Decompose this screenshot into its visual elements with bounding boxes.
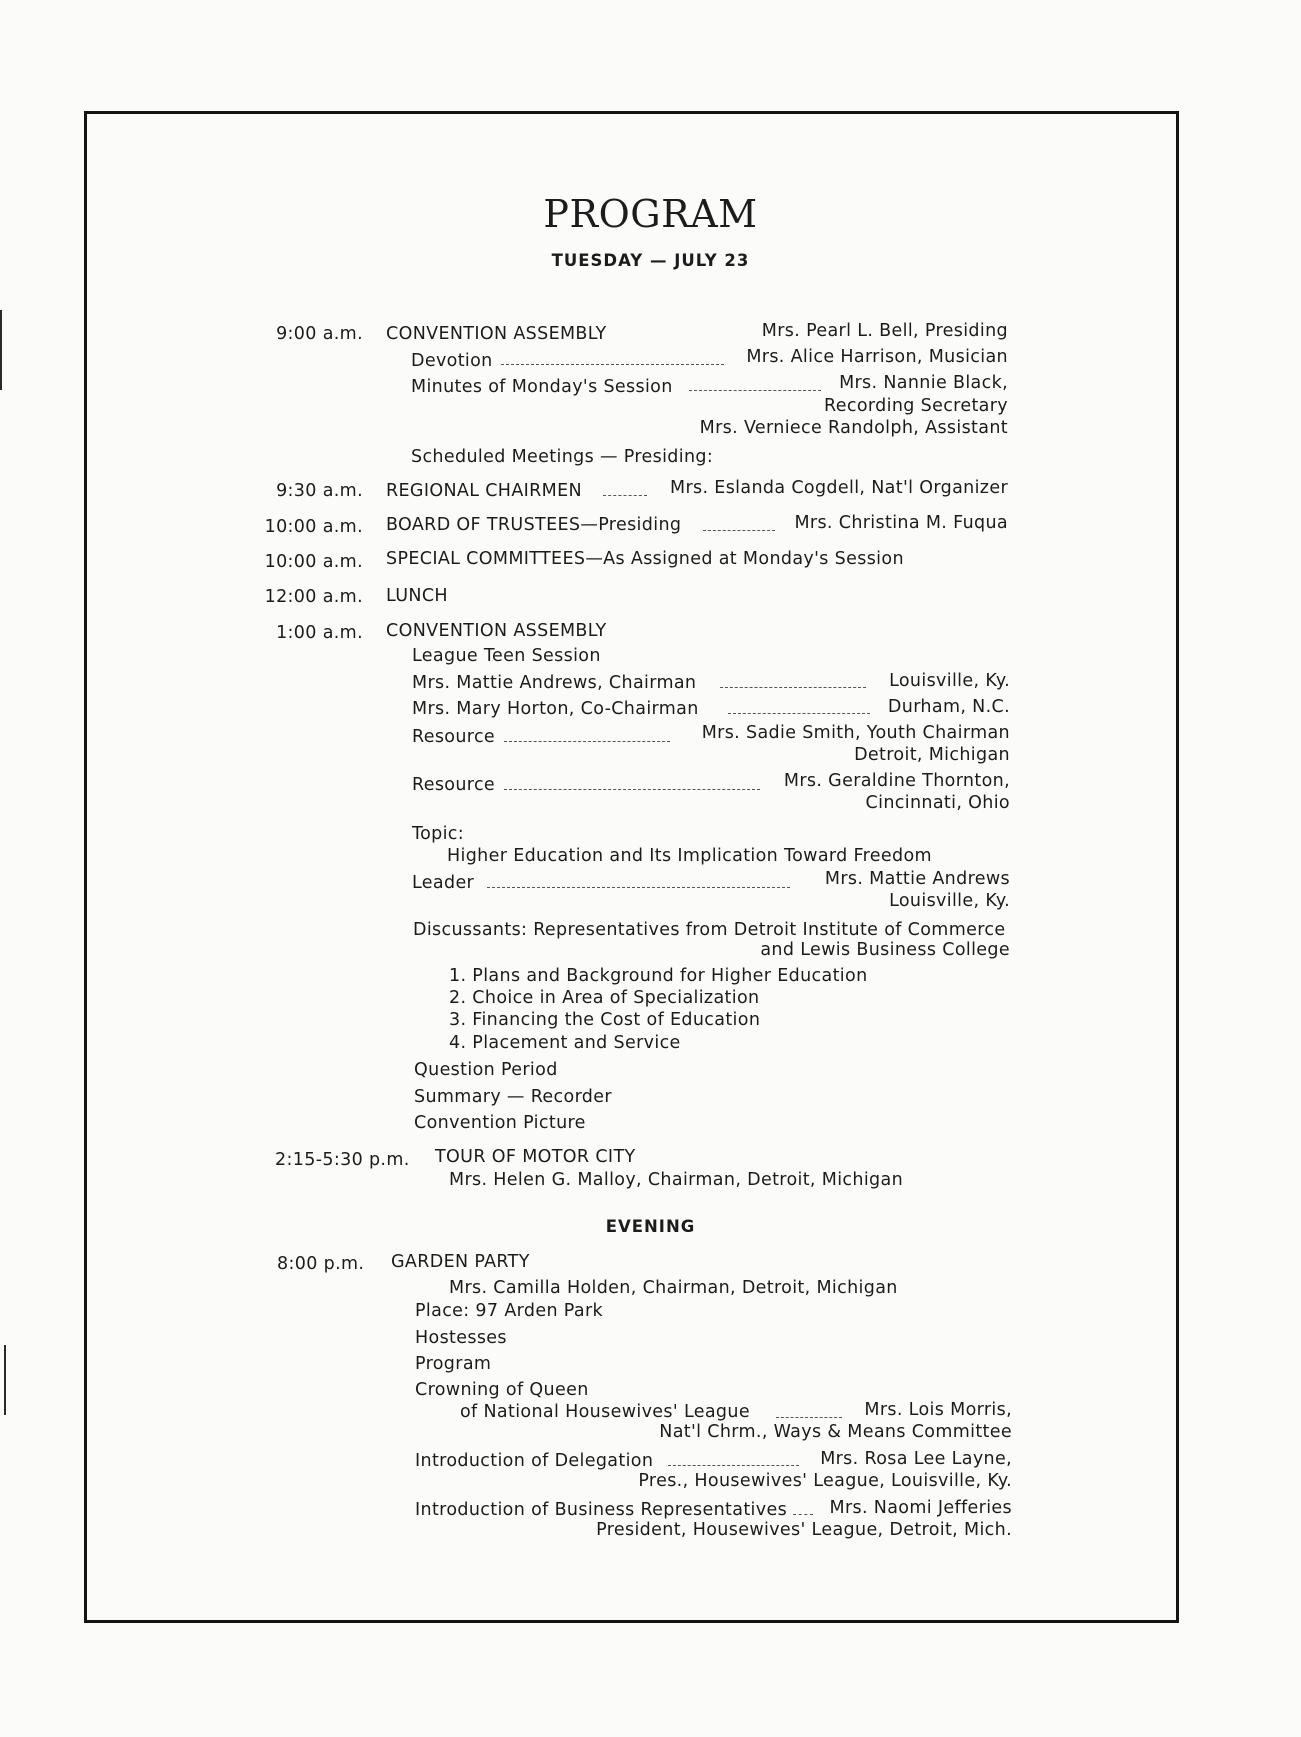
agenda-item: Resource [412, 775, 496, 795]
topic-text: Higher Education and Its Implication Toward Freedom [447, 846, 932, 866]
agenda-item: Program [415, 1354, 492, 1374]
page-title: PROGRAM [543, 192, 758, 236]
event-title: CONVENTION ASSEMBLY [386, 621, 607, 641]
dotted-leader [504, 789, 760, 790]
agenda-item: Place: 97 Arden Park [415, 1301, 604, 1321]
event-title: TOUR OF MOTOR CITY [435, 1147, 636, 1167]
dotted-leader [776, 1417, 842, 1418]
dotted-leader [720, 687, 866, 688]
list-item: 1. Plans and Background for Higher Education [449, 966, 868, 986]
agenda-item: Scheduled Meetings — Presiding: [411, 447, 714, 467]
event-title: GARDEN PARTY [391, 1252, 530, 1272]
dotted-leader [668, 1465, 799, 1466]
dotted-leader [504, 741, 670, 742]
agenda-continuation: and Lewis Business College [760, 940, 1010, 960]
presider: Mrs. Pearl L. Bell, Presiding [761, 321, 1008, 341]
agenda-person: Mrs. Rosa Lee Layne, [820, 1449, 1012, 1469]
dotted-leader [501, 364, 724, 365]
agenda-item: Mrs. Mary Horton, Co-Chairman [412, 699, 699, 719]
agenda-item: Mrs. Mattie Andrews, Chairman [412, 673, 697, 693]
time: 12:00 a.m. [264, 587, 363, 607]
time: 10:00 a.m. [264, 517, 363, 537]
time: 2:15-5:30 p.m. [275, 1150, 410, 1170]
event-title: CONVENTION ASSEMBLY [386, 324, 607, 344]
agenda-person: Mrs. Helen G. Malloy, Chairman, Detroit, Michigan [449, 1170, 904, 1190]
agenda-role: President, Housewives' League, Detroit, Mich. [596, 1520, 1012, 1540]
dotted-leader [728, 713, 870, 714]
agenda-item: Minutes of Monday's Session [411, 377, 673, 397]
list-item: 3. Financing the Cost of Education [449, 1010, 761, 1030]
agenda-item: League Teen Session [412, 646, 601, 666]
agenda-location: Detroit, Michigan [854, 745, 1010, 765]
event-title: BOARD OF TRUSTEES—Presiding [386, 515, 682, 535]
presider: Mrs. Christina M. Fuqua [794, 513, 1008, 533]
agenda-person: Mrs. Nannie Black, [839, 373, 1008, 393]
section-heading-evening: EVENING [605, 1217, 696, 1236]
agenda-location: Durham, N.C. [887, 697, 1010, 717]
agenda-item: of National Housewives' League [460, 1402, 750, 1422]
list-item: 4. Placement and Service [449, 1033, 681, 1053]
agenda-item: Question Period [414, 1060, 558, 1080]
agenda-item: Devotion [411, 351, 493, 371]
agenda-person: Mrs. Mattie Andrews [824, 869, 1010, 889]
list-item: 2. Choice in Area of Specialization [449, 988, 760, 1008]
agenda-location: Louisville, Ky. [889, 891, 1010, 911]
dotted-leader [487, 887, 790, 888]
agenda-person: Mrs. Geraldine Thornton, [783, 771, 1010, 791]
agenda-item: Resource [412, 727, 496, 747]
event-title: LUNCH [386, 586, 448, 606]
time: 9:00 a.m. [276, 324, 363, 344]
agenda-role: Nat'l Chrm., Ways & Means Committee [659, 1422, 1012, 1442]
time: 8:00 p.m. [277, 1254, 365, 1274]
time: 1:00 a.m. [276, 623, 363, 643]
agenda-role: Pres., Housewives' League, Louisville, Ky. [638, 1471, 1012, 1491]
agenda-location: Cincinnati, Ohio [865, 793, 1010, 813]
agenda-role: Recording Secretary [824, 396, 1008, 416]
dotted-leader [703, 530, 775, 531]
agenda-person: Mrs. Camilla Holden, Chairman, Detroit, Michigan [449, 1278, 898, 1298]
time: 9:30 a.m. [276, 481, 363, 501]
agenda-person: Mrs. Naomi Jefferies [829, 1498, 1012, 1518]
dotted-leader [689, 390, 821, 391]
agenda-person: Mrs. Verniece Randolph, Assistant [699, 418, 1008, 438]
agenda-item: Introduction of Delegation [415, 1451, 654, 1471]
agenda-item: Topic: [412, 824, 465, 844]
binding-mark-bottom [4, 1345, 6, 1415]
agenda-person: Mrs. Lois Morris, [864, 1400, 1012, 1420]
agenda-person: Mrs. Alice Harrison, Musician [746, 347, 1008, 367]
agenda-item: Introduction of Business Representatives [415, 1500, 788, 1520]
agenda-item: Crowning of Queen [415, 1380, 589, 1400]
agenda-person: Mrs. Sadie Smith, Youth Chairman [701, 723, 1010, 743]
agenda-item: Discussants: Representatives from Detroit Institute of Commerce [413, 920, 1006, 940]
agenda-item: Hostesses [415, 1328, 507, 1348]
dotted-leader [603, 495, 647, 496]
dotted-leader [793, 1514, 813, 1515]
event-title: SPECIAL COMMITTEES—As Assigned at Monday's Session [386, 549, 904, 569]
event-title: REGIONAL CHAIRMEN [386, 481, 582, 501]
presider: Mrs. Eslanda Cogdell, Nat'l Organizer [670, 478, 1008, 498]
agenda-item: Convention Picture [414, 1113, 586, 1133]
agenda-location: Louisville, Ky. [889, 671, 1010, 691]
binding-mark-top [0, 310, 2, 390]
agenda-item: Leader [412, 873, 475, 893]
page-border [84, 111, 1179, 1623]
agenda-item: Summary — Recorder [414, 1087, 612, 1107]
program-date: TUESDAY — JULY 23 [551, 251, 750, 270]
time: 10:00 a.m. [264, 552, 363, 572]
